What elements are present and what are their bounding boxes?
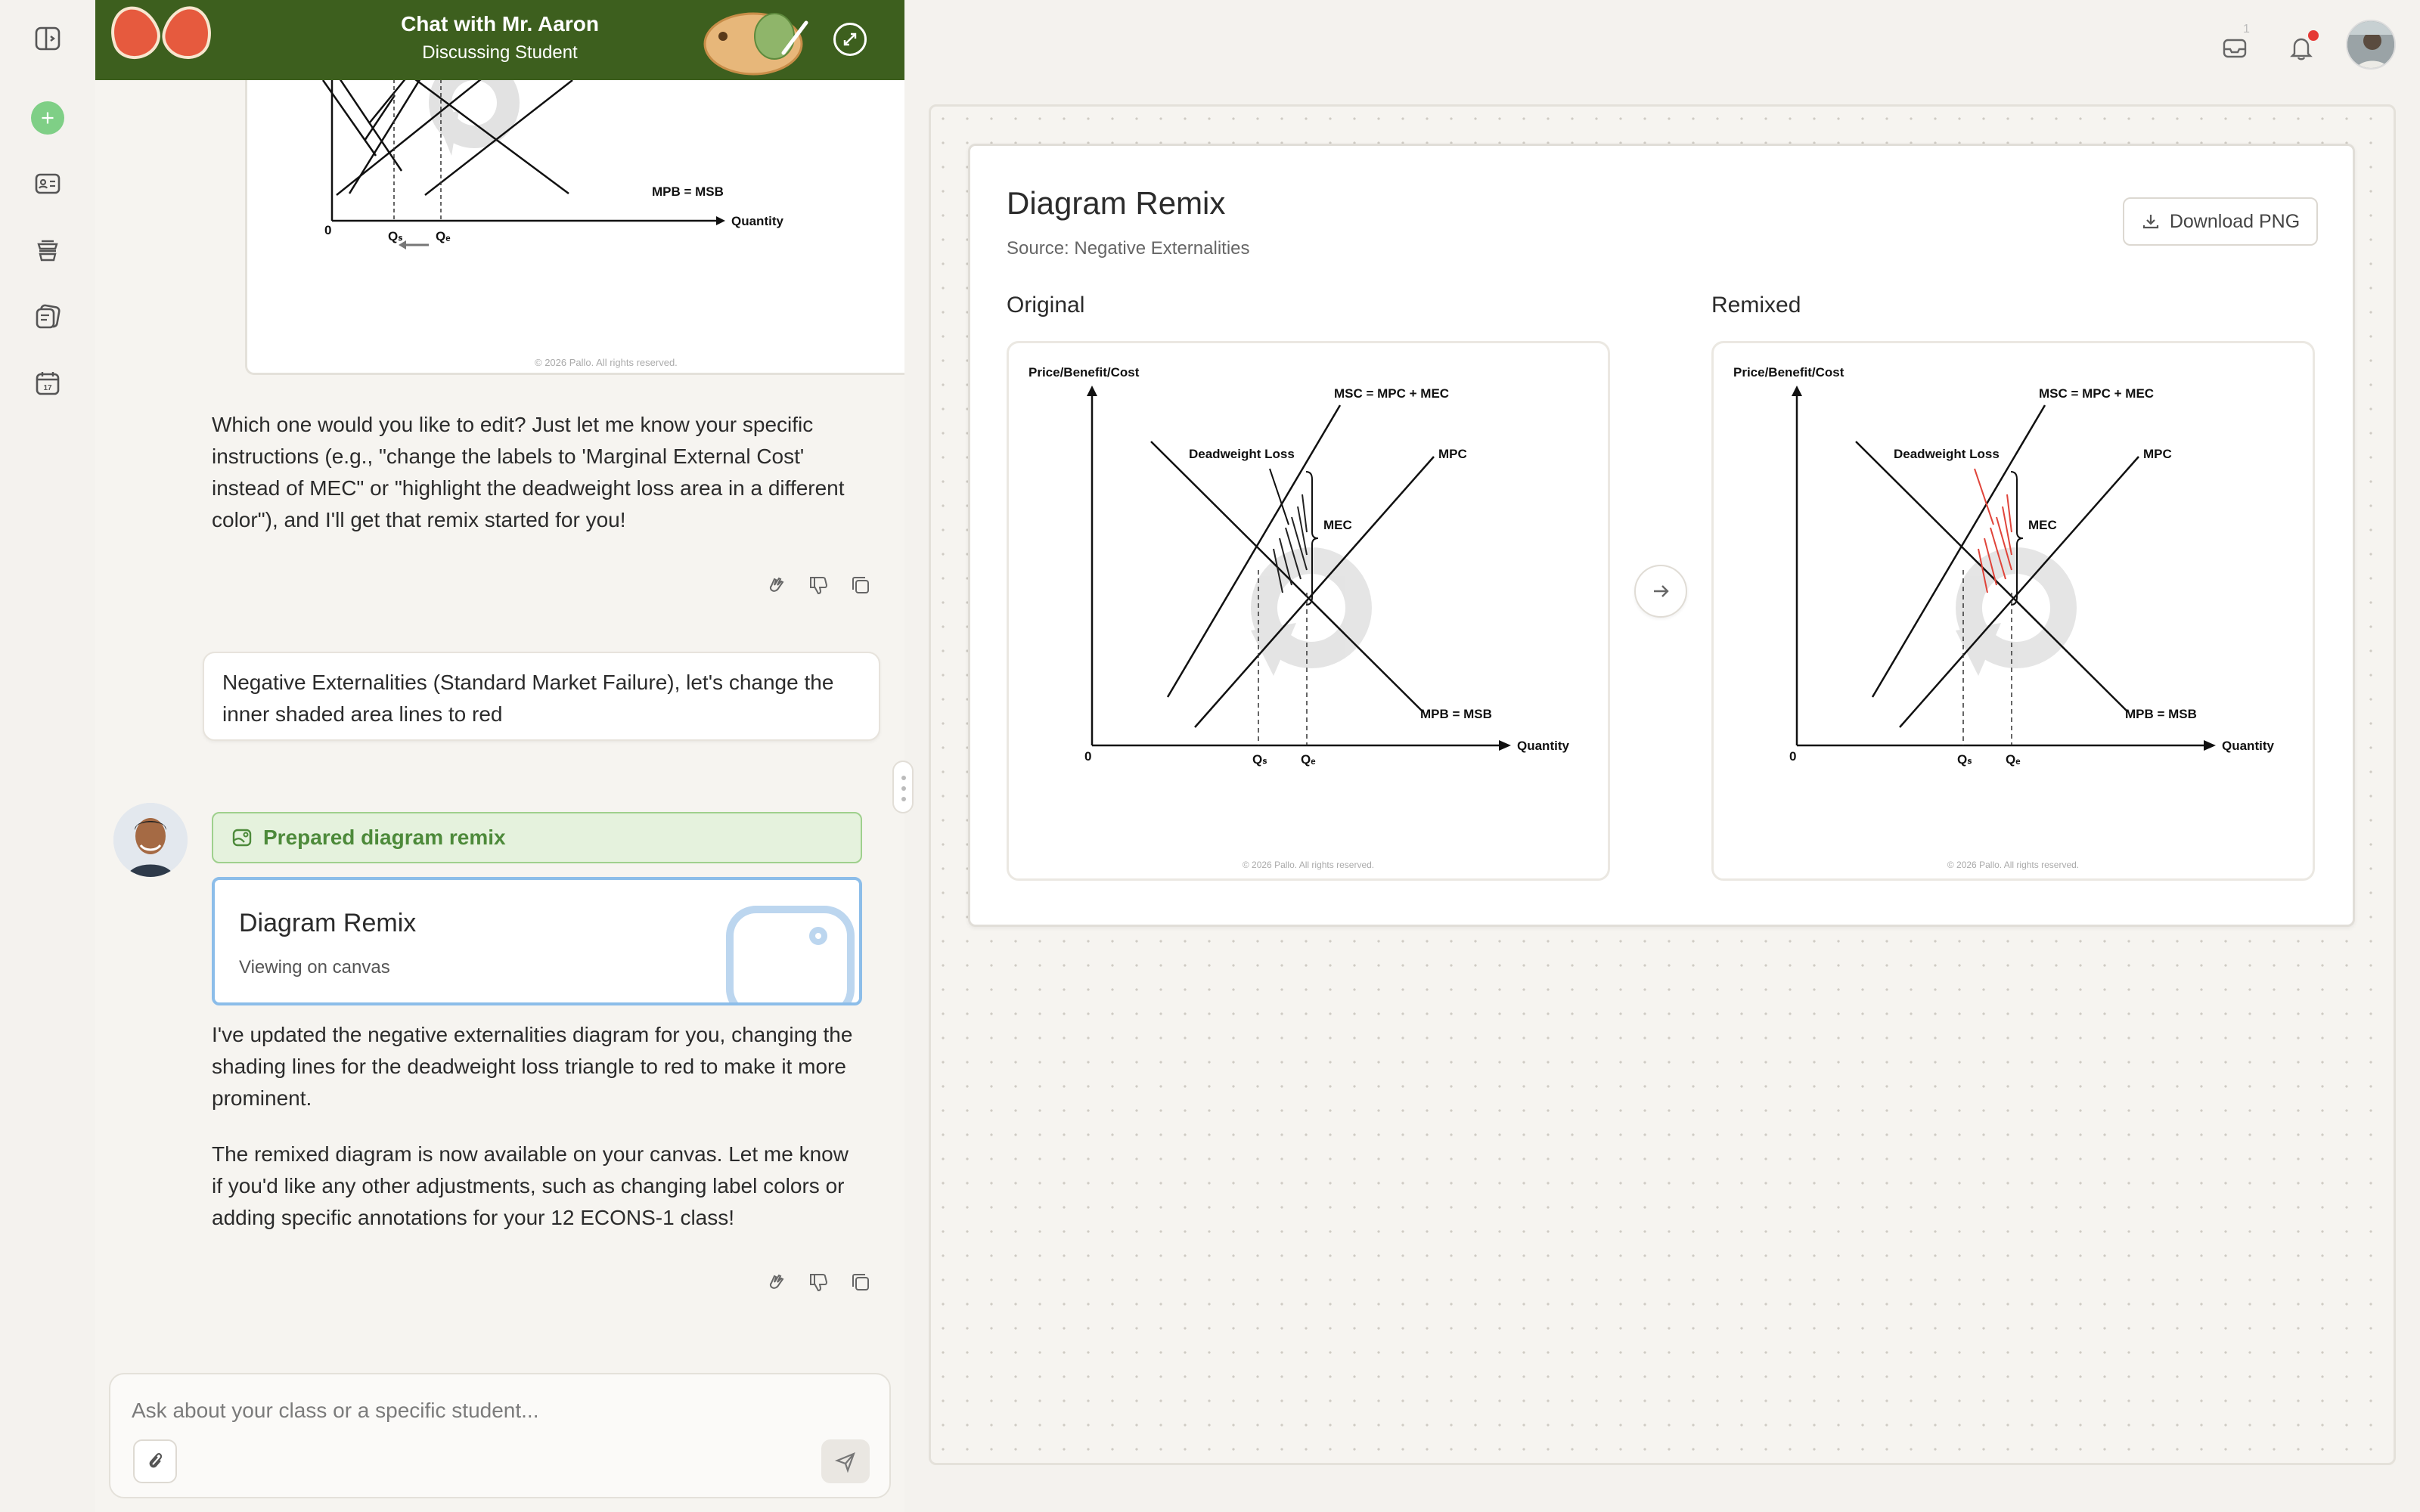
copyright-label: © 2026 Pallo. All rights reserved. bbox=[1947, 860, 2080, 870]
qs-label: Qₛ bbox=[1957, 752, 1972, 767]
y-axis-arrow bbox=[1792, 386, 1802, 396]
deadweight-hatch-line bbox=[2007, 494, 2012, 532]
copyright-label: © 2026 Pallo. All rights reserved. bbox=[535, 357, 678, 368]
chat-header bbox=[95, 0, 904, 80]
arrow-right-icon[interactable] bbox=[1634, 565, 1687, 618]
thumbs-down-icon[interactable] bbox=[806, 573, 830, 597]
notification-dot bbox=[2308, 30, 2319, 41]
quantity-label: Quantity bbox=[1517, 739, 1569, 753]
original-diagram bbox=[1009, 343, 1608, 878]
id-card-icon[interactable] bbox=[29, 165, 67, 203]
download-icon bbox=[2141, 212, 2161, 231]
thumbs-down-icon[interactable] bbox=[806, 1270, 830, 1294]
remixed-diagram-card bbox=[1711, 341, 2315, 881]
msc-label: MSC = MPC + MEC bbox=[1334, 386, 1450, 401]
deadweight-hatch-line bbox=[2003, 507, 2012, 555]
origin-label: 0 bbox=[324, 223, 332, 237]
notes-icon[interactable] bbox=[29, 298, 67, 336]
copyright-label: © 2026 Pallo. All rights reserved. bbox=[1242, 860, 1375, 870]
qe-label: Qₑ bbox=[436, 229, 451, 243]
expand-icon[interactable] bbox=[833, 23, 867, 56]
calendar-icon[interactable] bbox=[29, 364, 67, 402]
chat-input[interactable] bbox=[132, 1394, 858, 1427]
origin-label: 0 bbox=[1789, 749, 1797, 764]
panel-title: Diagram Remix bbox=[1007, 185, 1226, 221]
original-label: Original bbox=[1007, 293, 1085, 318]
message-actions bbox=[764, 1270, 873, 1294]
diagram-remix-panel bbox=[968, 144, 2355, 927]
qe-label: Qₑ bbox=[1301, 752, 1316, 767]
send-icon[interactable] bbox=[821, 1439, 870, 1483]
tool-status-label: Prepared diagram remix bbox=[263, 826, 506, 849]
left-rail bbox=[0, 0, 95, 1512]
panel-resize-handle[interactable] bbox=[892, 761, 914, 813]
clap-icon[interactable] bbox=[764, 573, 788, 597]
download-label: Download PNG bbox=[2169, 210, 2301, 232]
chat-title: Chat with Mr. Aaron bbox=[401, 12, 599, 36]
inbox-count: 1 bbox=[2243, 23, 2250, 36]
chat-panel bbox=[95, 0, 904, 1512]
quantity-label: Quantity bbox=[2222, 739, 2274, 753]
assistant-avatar bbox=[113, 803, 188, 877]
svg-text:17: 17 bbox=[43, 384, 52, 392]
bell-icon[interactable] bbox=[2282, 29, 2320, 67]
mpb-msb-label: MPB = MSB bbox=[652, 184, 724, 199]
mpb-msb-label: MPB = MSB bbox=[1420, 707, 1492, 721]
remix-card-title: Diagram Remix bbox=[239, 909, 417, 937]
x-axis-arrow bbox=[1499, 740, 1511, 751]
msc-label: MSC = MPC + MEC bbox=[2039, 386, 2155, 401]
deadweight-hatch-line bbox=[1298, 507, 1307, 555]
qs-label: Qₛ bbox=[1252, 752, 1267, 767]
x-axis-arrow bbox=[2204, 740, 2216, 751]
previous-diagram-card bbox=[245, 73, 904, 375]
deadweight-loss-label: Deadweight Loss bbox=[1189, 447, 1295, 461]
download-png-button[interactable] bbox=[2123, 197, 2318, 246]
user-avatar[interactable] bbox=[2346, 20, 2396, 70]
panel-source: Source: Negative Externalities bbox=[1007, 238, 1250, 259]
assistant-message: I've updated the negative externalities diagram for you, changing the shading lines for the deadweight loss triangle to red to make it more prominent. bbox=[212, 1023, 853, 1110]
mpc-label: MPC bbox=[1438, 447, 1467, 461]
mec-brace bbox=[1306, 472, 1318, 605]
layers-icon[interactable] bbox=[29, 231, 67, 269]
plus-icon[interactable] bbox=[31, 101, 64, 135]
tool-status-chip[interactable] bbox=[212, 812, 862, 863]
mpc-label: MPC bbox=[2143, 447, 2172, 461]
mec-label: MEC bbox=[1323, 518, 1352, 532]
mpb-msb-curve bbox=[1856, 442, 2128, 712]
remixed-label: Remixed bbox=[1711, 293, 1801, 318]
mec-brace bbox=[2011, 472, 2023, 605]
deadweight-hatch-line bbox=[1302, 494, 1307, 532]
quantity-label: Quantity bbox=[731, 214, 783, 228]
assistant-message: Which one would you like to edit? Just let me know your specific instructions (e.g., "change the labels to 'Marginal External Cost' instead of MEC" or "highlight the deadweight loss area in a different color"), and I'll get that remix started for you! bbox=[212, 413, 845, 531]
remixed-diagram bbox=[1714, 343, 2313, 878]
remix-card-subtitle: Viewing on canvas bbox=[239, 957, 390, 978]
deadweight-loss-label: Deadweight Loss bbox=[1894, 447, 2000, 461]
mpb-msb-label: MPB = MSB bbox=[2125, 707, 2197, 721]
chat-subtitle: Discussing Student bbox=[422, 42, 578, 63]
image-icon bbox=[726, 906, 855, 1005]
original-diagram-card bbox=[1007, 341, 1610, 881]
user-message: Negative Externalities (Standard Market Failure), let's change the inner shaded area lines to red bbox=[203, 652, 880, 741]
fish-illustration-icon bbox=[700, 0, 814, 76]
clap-icon[interactable] bbox=[764, 1270, 788, 1294]
copy-icon[interactable] bbox=[849, 1270, 873, 1294]
previous-diagram bbox=[247, 73, 904, 375]
y-axis-arrow bbox=[1087, 386, 1097, 396]
attach-icon[interactable] bbox=[133, 1439, 177, 1483]
qs-label: Qₛ bbox=[388, 229, 403, 243]
diagram-remix-card[interactable] bbox=[212, 877, 862, 1005]
chat-composer bbox=[109, 1373, 891, 1498]
assistant-message: The remixed diagram is now available on your canvas. Let me know if you'd like any other adjustments, such as changing label colors or adding specific annotations for your 12 ECONS-1 class! bbox=[212, 1142, 849, 1229]
sidebar-toggle-icon[interactable] bbox=[29, 20, 67, 57]
origin-label: 0 bbox=[1084, 749, 1092, 764]
inbox-icon[interactable] bbox=[2216, 23, 2254, 67]
message-actions bbox=[764, 573, 873, 597]
y-axis-label: Price/Benefit/Cost bbox=[1733, 365, 1844, 380]
qe-label: Qₑ bbox=[2006, 752, 2021, 767]
mpb-msb-curve bbox=[1151, 442, 1423, 712]
copy-icon[interactable] bbox=[849, 573, 873, 597]
mec-label: MEC bbox=[2028, 518, 2057, 532]
image-icon bbox=[231, 827, 253, 848]
y-axis-label: Price/Benefit/Cost bbox=[1028, 365, 1140, 380]
